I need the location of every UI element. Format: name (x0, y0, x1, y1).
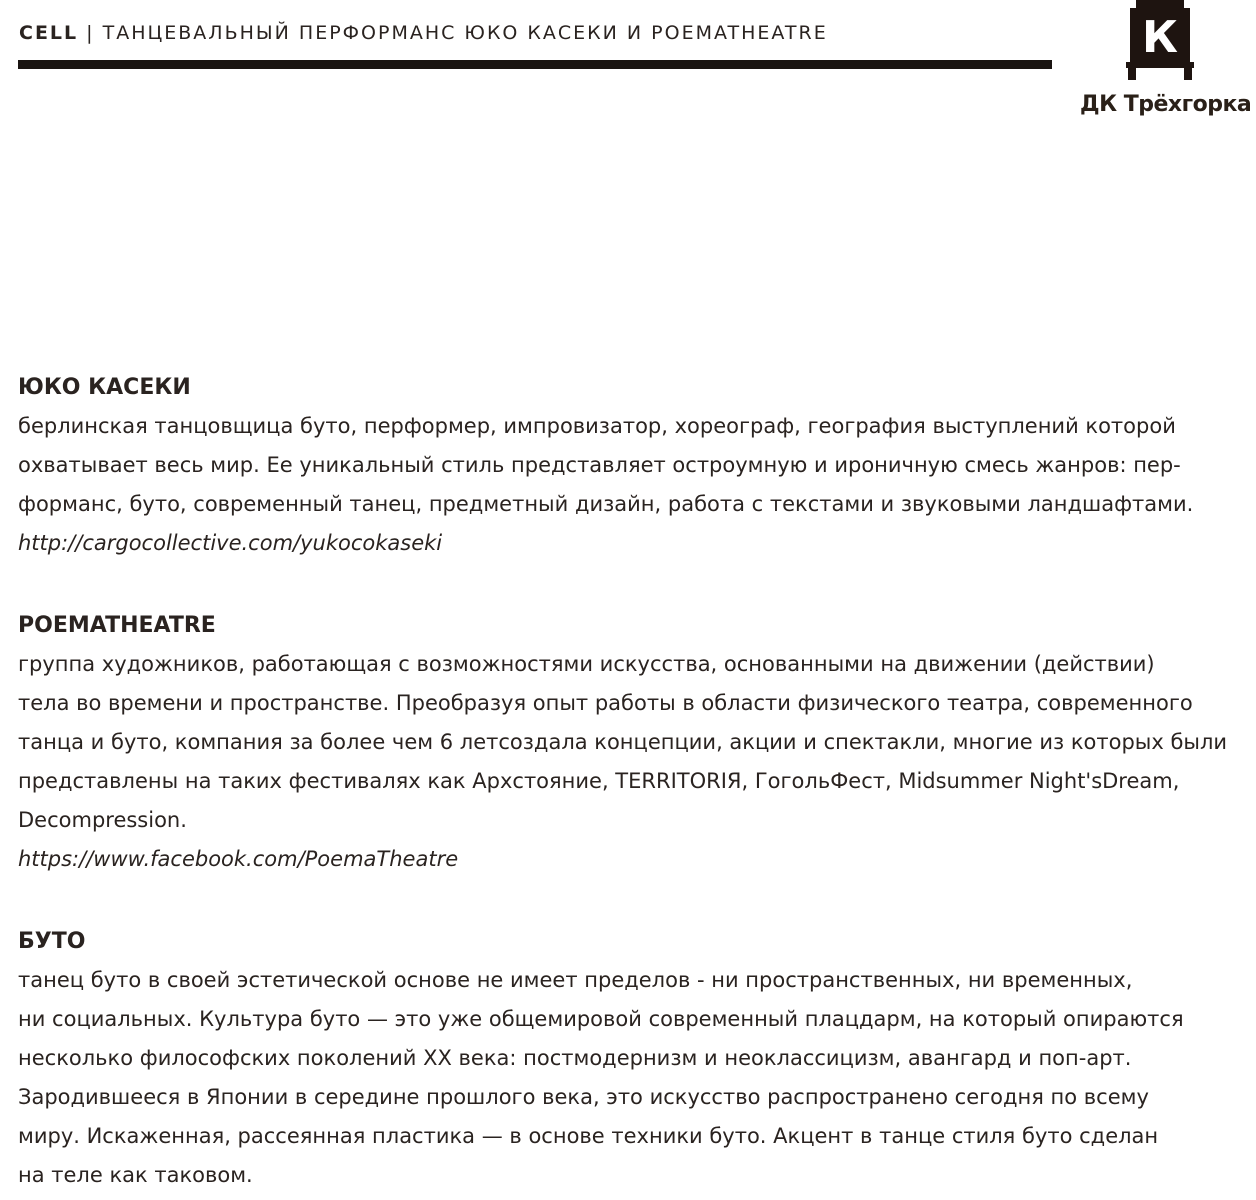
page-header-title (19, 22, 828, 44)
paragraph-line: ни социальных. Культура буто — это уже общемировой современный плацдарм, на который опираются (18, 1007, 1184, 1031)
paragraph-line: берлинская танцовщица буто, перформер, импровизатор, хореограф, география выступлений которой (18, 414, 1176, 438)
paragraph-line: охватывает весь мир. Ее уникальный стиль представляет остроумную и ироничную смесь жанров: пер- (18, 453, 1181, 477)
header-separator: | (78, 22, 103, 44)
paragraph-line: тела во времени и пространстве. Преобразуя опыт работы в области физического театра, современного (18, 691, 1193, 715)
paragraph-line: форманс, буто, современный танец, предметный дизайн, работа с текстами и звуковыми ландшафтами. (18, 492, 1194, 516)
paragraph-line: Decompression. (18, 808, 187, 832)
paragraph-line: миру. Искаженная, рассеянная пластика — в основе техники буто. Акцент в танце стиля буто сделан (18, 1124, 1159, 1148)
paragraph-line: группа художников, работающая с возможностями искусства, основанными на движении (действии) (18, 652, 1155, 676)
section-heading: POEMATHEATRE (18, 613, 216, 638)
venue-logo (1080, 0, 1252, 125)
website-link[interactable]: http://cargocollective.com/yukocokaseki (18, 531, 443, 555)
facebook-link[interactable]: https://www.facebook.com/PoemaTheatre (18, 847, 459, 871)
section-yuko-kaseki (18, 373, 1238, 563)
venue-name: ДК Трёхгорка (1080, 92, 1252, 117)
venue-logo-icon (1126, 0, 1194, 82)
header-divider (18, 60, 1052, 69)
paragraph-line: на теле как таковом. (18, 1163, 253, 1187)
event-title: ТАНЦЕВАЛЬНЫЙ ПЕРФОРМАНС ЮКО КАСЕКИ И POEMATHEATRE (102, 22, 828, 44)
section-heading: ЮКО КАСЕКИ (18, 375, 191, 400)
paragraph-line: танца и буто, компания за более чем 6 летсоздала концепции, акции и спектакли, многие из которых были (18, 730, 1228, 754)
paragraph-line: Зародившееся в Японии в середине прошлого века, это искусство распространено сегодня по всему (18, 1085, 1149, 1109)
section-butoh (18, 927, 1238, 1195)
svg-text:К: К (1142, 12, 1178, 63)
brand-label: CELL (19, 22, 79, 44)
paragraph-line: представлены на таких фестивалях как Архстояние, TERRITORIЯ, ГогольФест, Midsummer Night'sDream, (18, 769, 1180, 793)
paragraph-line: танец буто в своей эстетической основе не имеет пределов - ни пространственных, ни временных, (18, 968, 1133, 992)
section-heading: БУТО (18, 929, 86, 954)
paragraph-line: несколько философских поколений XX века: постмодернизм и неоклассицизм, авангард и поп-арт. (18, 1046, 1132, 1070)
section-poematheatre (18, 611, 1238, 879)
